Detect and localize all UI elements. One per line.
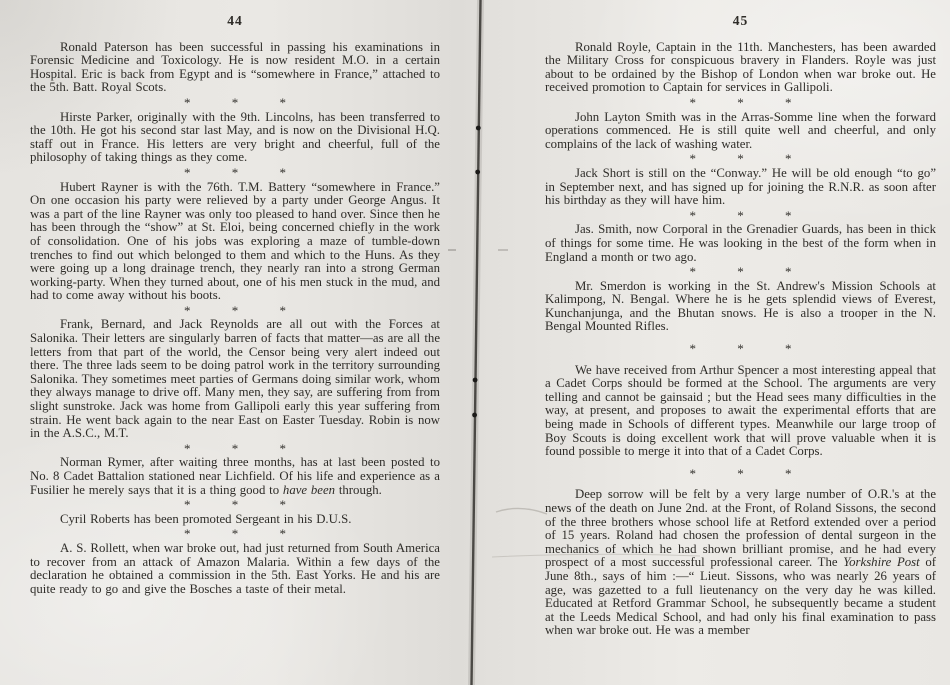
paragraph-text: Deep sorrow will be felt by a very large number of O.R.'s at the news of the death on June 2nd. at the Front, of Roland Sissons, the second of the three brothers whose school life at Retford extended over a period of 15 years. Roland had chosen the profession of dental surgeon in the mechanics of which he had shown brilliant promise, and he had every prospect of a most successful professional career. The <box>545 487 936 570</box>
paragraph-ronald-royle: Ronald Royle, Captain in the 11th. Manchesters, has been awarded the Military Cross for conspicuous bravery in Flanders. Royle was just about to be ordained by the Bishop of London when war broke out. He received promotion to Captain for services in Gallipoli. <box>545 39 936 95</box>
section-separator: * * * <box>184 164 286 180</box>
scan-crease <box>496 508 547 514</box>
section-separator: * * * <box>689 94 792 110</box>
paragraph-hubert-rayner: Hubert Rayner is with the 76th. T.M. Battery “somewhere in France.” On one occasion his party were relieved by a party under George Angus. It was a part of the line Rayner was only too pleased to hand over. Since then he has been through the “show” at St. Eloi, being concerned chiefly in the work of consolidation. One of his jobs was exploring a maze of tumble-down trenches to find out which belonged to them and which to the Huns. As they were going up a long drainage trench, they nearly ran into a strong German working-party. When they turned about, one of his men stuck in the mud, and had to come away without his boots. <box>30 179 440 303</box>
paragraph-roland-sissons-obituary <box>545 488 936 638</box>
section-separator: * * * <box>184 302 286 318</box>
binding-stitch <box>473 378 478 383</box>
paragraph-jas-smith: Jas. Smith, now Corporal in the Grenadier Guards, has been in thick of things for some time. He was looking in the best of the form when in England a month or two ago. <box>545 222 936 264</box>
section-separator: * * * <box>689 207 792 223</box>
page-45 <box>545 0 936 638</box>
section-separator: * * * <box>689 341 792 357</box>
paragraph-cadet-corps-appeal: We have received from Arthur Spencer a most interesting appeal that a Cadet Corps should be formed at the School. The arguments are very telling and cannot be gainsaid ; but the Head sees many difficulties in the way, at present, and proposes to await the experimental efforts that are being made in Schools of different types. Meanwhile our large troop of Boy Scouts is doing excellent work that will prove valuable when it is found possible to merge it into that of a Cadet Corps. <box>545 362 936 459</box>
binding-shadow <box>472 0 481 685</box>
paragraph-rollett: A. S. Rollett, when war broke out, had just returned from South America to recover from an attack of Amazon Malaria. Within a few days of the declaration he obtained a commission in the 5th. East Yorks. He and his are quite ready to go and give the Bosches a taste of their metal. <box>30 540 440 596</box>
section-separator: * * * <box>689 151 792 167</box>
paragraph-text: of June 8th., says of him :—“ Lieut. Sissons, who was nearly 26 years of age, was gazetted to a full lieutenancy on the very day he was killed. Educated at Retford Grammar School, he subsequently became a student at the Leeds Medical School, and had only his final examination to pass when war broke out. He was a member <box>545 555 937 638</box>
paragraph-text: through. <box>335 482 382 497</box>
page-number: 45 <box>732 13 749 28</box>
section-separator: * * * <box>184 526 286 542</box>
section-separator: * * * <box>184 94 286 110</box>
paragraph-smerdon: Mr. Smerdon is working in the St. Andrew's Mission Schools at Kalimpong, N. Bengal. Where he is he gets splendid views of Everest, Kunchanjunga, and the Bhutan snows. He is also a trooper in the N. Bengal Mounted Rifles. <box>545 278 936 334</box>
binding-stitch <box>475 170 480 175</box>
binding-line <box>472 0 481 685</box>
paragraph-john-layton-smith: John Layton Smith was in the Arras-Somme line when the forward operations commenced. He is still quite well and cheerful, and only complains of the lack of washing water. <box>545 109 936 151</box>
page-number: 44 <box>227 13 243 28</box>
paragraph-cyril-roberts: Cyril Roberts has been promoted Sergeant in his D.U.S. <box>60 511 352 526</box>
italic-phrase: have been <box>282 482 336 497</box>
section-separator: * * * <box>184 440 286 456</box>
paragraph-reynolds-brothers: Frank, Bernard, and Jack Reynolds are all out with the Forces at Salonika. Their letters are singularly barren of facts that matter—as are all the letters from that part of the world, the Censor being very alert indeed out there. The three lads seem to be doing patrol work in the territory surrounding Salonika. They sometimes meet parties of Germans doing similar work, whom they always manage to drive off. Many men, they say, are suffering from from slight sunstroke. Jack was home from Gallipoli early this year suffering from strain. He went back again to the near East on Easter Tuesday. Robin is now in the A.S.C., M.T. <box>30 317 440 441</box>
binding-stitch <box>476 126 481 131</box>
paragraph-text: Norman Rymer, after waiting three months, has at last been posted to No. 8 Cadet Battalion stationed near Lichfield. Of his life and experience as a Fusilier he merely says that it is a thing good to <box>30 455 440 497</box>
page-44 <box>30 0 440 596</box>
paragraph-jack-short: Jack Short is still on the “Conway.” He will be old enough “to go” in September next, and has signed up for joining the R.N.R. as soon after his birthday as they will have him. <box>545 165 936 208</box>
paragraph-ronald-paterson: Ronald Paterson has been successful in passing his examinations in Forensic Medicine and Toxicology. He is now resident M.O. in a certain Hospital. Eric is back from Egypt and is “somewhere in France,” attached to the 5th. Batt. Royal Scots. <box>30 39 440 95</box>
paragraph-norman-rymer <box>30 456 440 497</box>
section-separator: * * * <box>689 264 792 280</box>
binding-stitch <box>472 413 477 418</box>
section-separator: * * * <box>689 465 792 481</box>
italic-phrase: Yorkshire Post <box>843 555 920 570</box>
section-separator: * * * <box>184 497 286 513</box>
paragraph-hirste-parker: Hirste Parker, originally with the 9th. Lincolns, has been transferred to the 10th. He got his second star last May, and is now on the Divisional H.Q. staff out in France. His letters are very bright and cheerful, full of the philosophy of taking things as they come. <box>30 109 440 165</box>
